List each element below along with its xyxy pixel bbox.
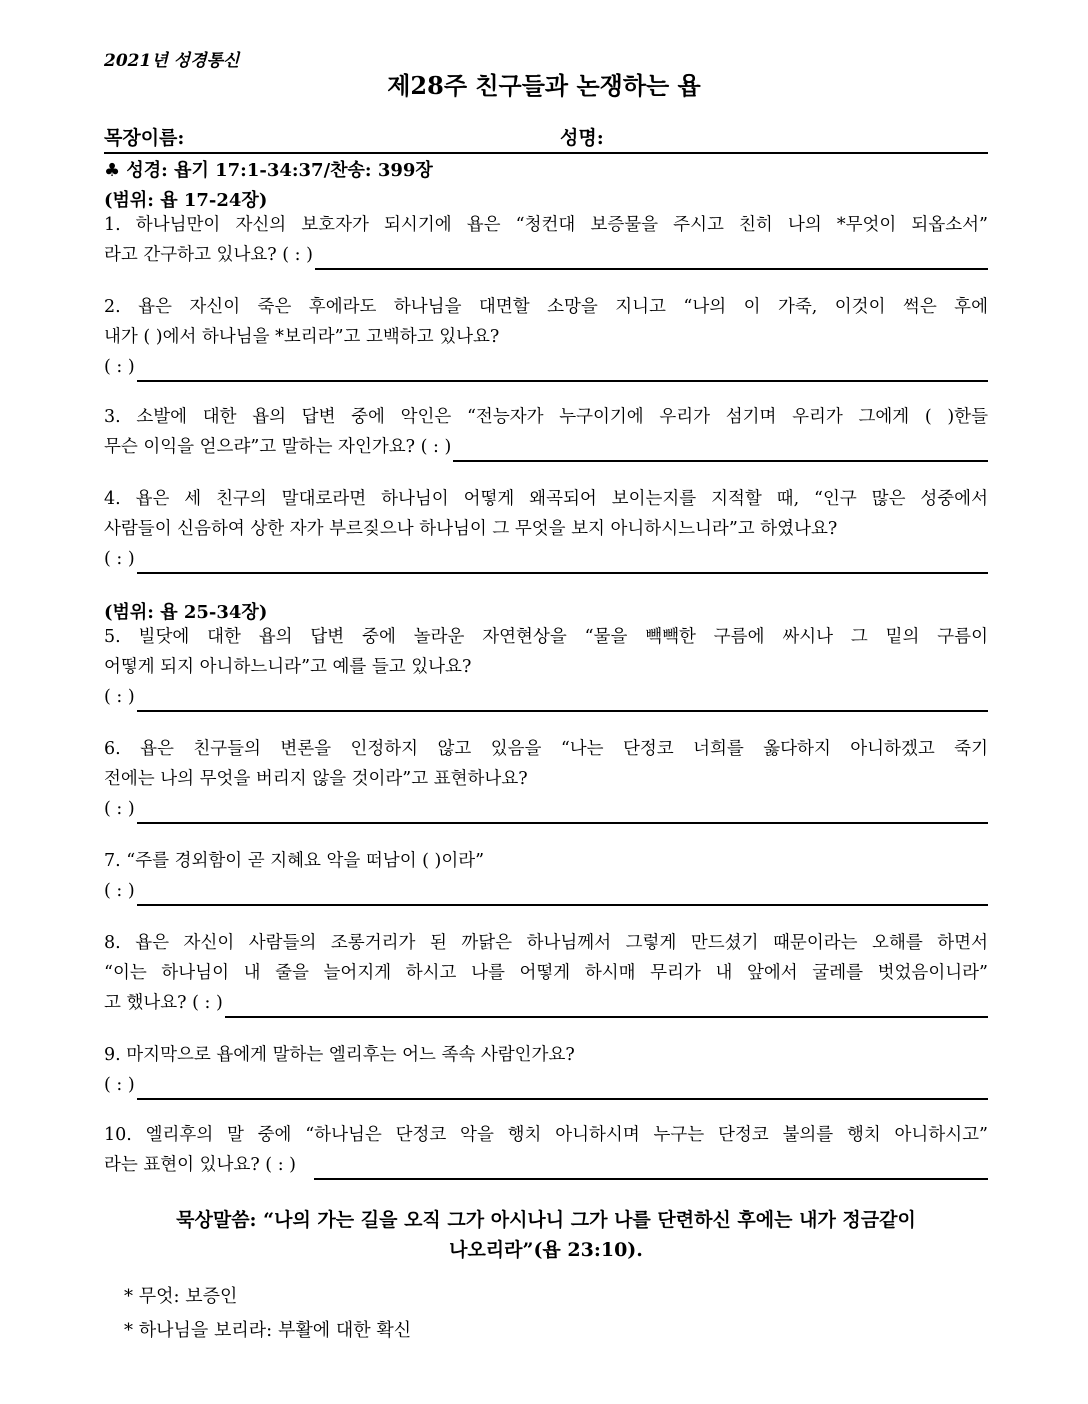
answer-blank[interactable] — [137, 550, 988, 574]
range-label-2: (범위: 욥 25-34장) — [104, 602, 268, 623]
question-2 — [104, 292, 988, 382]
memory-verse — [104, 1205, 988, 1265]
question-4 — [104, 484, 988, 574]
question-line: 무슨 이익을 얻으랴”고 말하는 자인가요? ( : ) — [104, 437, 452, 457]
question-line: 3. 소발에 대한 욥의 답변 중에 악인은 “전능자가 누구이기에 우리가 섬기며 우리가 그에게 ( )한들 — [104, 407, 988, 427]
answer-blank[interactable] — [315, 246, 988, 270]
answer-line — [104, 682, 988, 712]
answer-blank[interactable] — [137, 688, 988, 712]
question-line: 고 했나요? ( : ) — [104, 993, 223, 1013]
question-line: 8. 욥은 자신이 사람들의 조롱거리가 된 까닭은 하나님께서 그렇게 만드셨기 때문이라는 오해를 하면서 — [104, 933, 988, 953]
question-line: 라는 표현이 있나요? ( : ) — [104, 1155, 296, 1175]
answer-line — [104, 240, 988, 270]
question-line: 내가 ( )에서 하나님을 *보리라”고 고백하고 있나요? — [104, 327, 500, 347]
question-line: 사람들이 신음하여 상한 자가 부르짖으나 하나님이 그 무엇을 보지 아니하시느니라”고 하였나요? — [104, 519, 838, 539]
question-line: 4. 욥은 세 친구의 말대로라면 하나님이 어떻게 왜곡되어 보이는지를 지적할 때, “인구 많은 성중에서 — [104, 489, 988, 509]
year-label: 2021년 성경통신 — [104, 51, 240, 71]
answer-blank[interactable] — [137, 800, 988, 824]
question-line: 1. 하나님만이 자신의 보호자가 되시기에 욥은 “청컨대 보증물을 주시고 친히 나의 *무엇이 되옵소서” — [104, 215, 988, 235]
answer-blank[interactable] — [225, 994, 988, 1018]
answer-line — [104, 432, 988, 462]
question-line: 2. 욥은 자신이 죽은 후에라도 하나님을 대면할 소망을 지니고 “나의 이 가죽, 이것이 썩은 후에 — [104, 297, 988, 317]
footnote: * 무엇: 보증인 — [124, 1286, 238, 1307]
answer-line — [104, 352, 988, 382]
answer-line — [104, 1150, 988, 1180]
question-line: 라고 간구하고 있나요? ( : ) — [104, 245, 313, 265]
question-line: ( : ) — [104, 687, 135, 707]
answer-blank[interactable] — [137, 1076, 988, 1100]
answer-line — [104, 544, 988, 574]
page-title: 제28주 친구들과 논쟁하는 욥 — [387, 71, 701, 100]
question-line: 6. 욥은 친구들의 변론을 인정하지 않고 있음을 “나는 단정코 너희를 옳다하지 아니하겠고 죽기 — [104, 739, 988, 759]
question-line: ( : ) — [104, 357, 135, 377]
question-line: 어떻게 되지 아니하느니라”고 예를 들고 있나요? — [104, 657, 472, 677]
answer-line — [104, 1070, 988, 1100]
answer-blank[interactable] — [453, 438, 988, 462]
answer-blank[interactable] — [137, 358, 988, 382]
question-3 — [104, 402, 988, 462]
question-7 — [104, 846, 988, 906]
question-10 — [104, 1120, 988, 1180]
footnote: * 하나님을 보리라: 부활에 대한 확신 — [124, 1320, 412, 1341]
question-line: 5. 빌닷에 대한 욥의 답변 중에 놀라운 자연현상을 “물을 빽빽한 구름에 싸시나 그 밑의 구름이 — [104, 627, 988, 647]
question-1 — [104, 210, 988, 270]
question-line: “이는 하나님이 내 줄을 늘어지게 하시고 나를 어떻게 하시매 무리가 내 앞에서 굴레를 벗었음이니라” — [104, 963, 988, 983]
question-line: 전에는 나의 무엇을 버리지 않을 것이라”고 표현하나요? — [104, 769, 528, 789]
question-line: ( : ) — [104, 549, 135, 569]
question-line: ( : ) — [104, 1075, 135, 1095]
question-8 — [104, 928, 988, 1018]
question-line: ( : ) — [104, 799, 135, 819]
answer-line — [104, 876, 988, 906]
scripture-line: ♣ 성경: 욥기 17:1-34:37/찬송: 399장 — [104, 160, 433, 181]
question-line: 10. 엘리후의 말 중에 “하나님은 단정코 악을 행치 아니하시며 누구는 단정코 불의를 행치 아니하시고” — [104, 1125, 988, 1145]
answer-line — [104, 988, 988, 1018]
question-line: ( : ) — [104, 881, 135, 901]
answer-blank[interactable] — [137, 882, 988, 906]
question-line: 7. “주를 경외함이 곧 지혜요 악을 떠남이 ( )이라” — [104, 851, 485, 871]
range-label-1: (범위: 욥 17-24장) — [104, 190, 268, 211]
group-name-label: 목장이름: — [104, 127, 185, 149]
answer-line — [104, 794, 988, 824]
answer-blank[interactable] — [314, 1156, 988, 1180]
question-5 — [104, 622, 988, 712]
question-6 — [104, 734, 988, 824]
person-name-label: 성명: — [560, 127, 604, 149]
question-9 — [104, 1040, 988, 1100]
memory-verse-line: 나오리라”(욥 23:10). — [449, 1239, 643, 1261]
memory-verse-line: 묵상말씀: “나의 가는 길을 오직 그가 아시나니 그가 나를 단련하신 후에는 내가 정금같이 — [176, 1209, 916, 1231]
question-line: 9. 마지막으로 욥에게 말하는 엘리후는 어느 족속 사람인가요? — [104, 1045, 575, 1065]
info-line — [104, 124, 988, 154]
